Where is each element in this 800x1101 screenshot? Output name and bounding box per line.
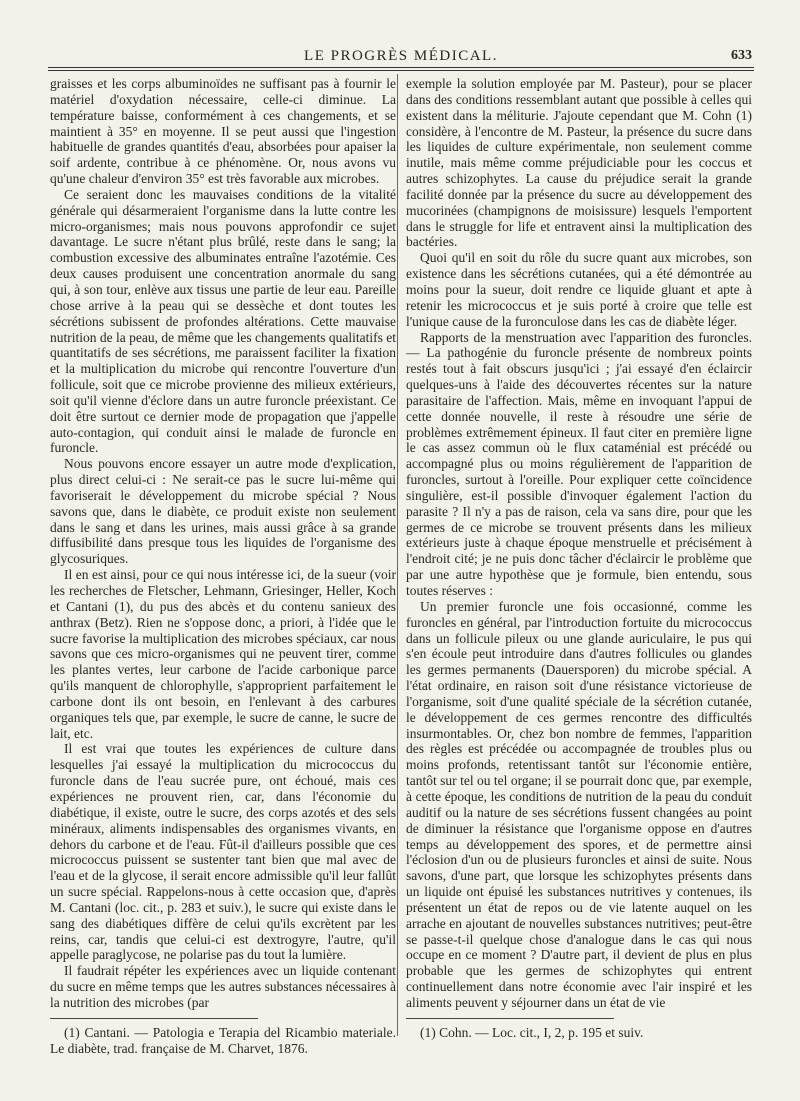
paragraph: Quoi qu'il en soit du rôle du sucre quant aux microbes, son existence dans les sécrétions cutanées, qui a été démontrée au moins pour la sueur, doit rendre ce liquide gluant et apte à retenir les micrococcus et je suis porté à croire que telle est l'unique cause de la furonculose dans les cas de diabète léger. xyxy=(406,250,752,329)
paragraph: graisses et les corps albuminoïdes ne suffisant pas à fournir le matériel d'oxydation nécessaire, celle-ci diminue. La température baisse, conformément à ces changements, et se maintient à 35° en moyenne. Il se peut aussi que l'ingestion habituelle de grandes quantités d'eau, absorbées pour apaiser la soif ardente, contribue à ce phénomène. Or, nous avons vu qu'une chaleur d'environ 35° est très favorable aux microbes. xyxy=(50,76,396,187)
running-title: LE PROGRÈS MÉDICAL. xyxy=(304,48,498,64)
page-header xyxy=(48,40,754,68)
paragraph: Un premier furoncle une fois occasionné, comme les furoncles en général, par l'introduction fortuite du micrococcus dans un follicule pileux ou une glande auriculaire, le pus qui s'en écoule peut introduire dans d'autres follicules ou glandes les germes permanents (Dauersporen) du microbe spécial. A l'état ordinaire, en raison soit d'une résistance victorieuse de l'organisme, soit d'une qualité spéciale de la sécrétion cutanée, le développement de ces germes rencontre des difficultés insurmontables. Or, chez bon nombre de femmes, l'apparition des règles est précédée ou accompagnée de troubles plus ou moins profonds, retentissant tantôt sur l'économie entière, tantôt sur tel ou tel organe; il se pourrait donc que, par exemple, à cette époque, les conditions de nutrition de la peau du conduit auditif ou la nature de ses sécrétions fussent changées au point de diminuer la résistance que l'organisme oppose en d'autres temps au développement des spores, et de permettre ainsi l'éclosion d'un ou de plusieurs furoncles et ainsi de suite. Nous savons, d'une part, que lorsque les schizophytes présents dans un liquide ont épuisé les substances nutritives y contenues, ils présentent un état de repos ou de vie latente auquel on les arrache en ajoutant de nouvelles substances nutritives; peut-être se passe-t-il quelque chose d'analogue dans le cas qui nous occupe en ce moment ? D'autre part, il devient de plus en plus probable que les germes de schizophytes qui entrent continuellement dans notre économie avec l'air inspiré et les aliments peuvent y séjourner dans un état de vie xyxy=(406,598,752,1010)
right-column xyxy=(406,76,752,1066)
paragraph: Nous pouvons encore essayer un autre mode d'explication, plus direct celui-ci : Ne serait-ce pas le sucre lui-même qui favoriserait le développement du microbe spécial ? Nous savons que, dans le diabète, ce produit existe non seulement dans le sang et dans les urines, mais aussi grâce à sa grande diffusibilité dans presque tous les liquides de l'organisme des glycosuriques. xyxy=(50,456,396,567)
header-rule-double xyxy=(48,70,754,71)
column-divider xyxy=(397,74,398,1036)
header-rule xyxy=(48,67,754,68)
footnote: (1) Cohn. — Loc. cit., I, 2, p. 195 et suiv. xyxy=(420,1024,644,1040)
footnote-rule xyxy=(50,1018,258,1019)
paragraph: Il en est ainsi, pour ce qui nous intéresse ici, de la sueur (voir les recherches de Fletscher, Lehmann, Griesinger, Heller, Koch et Cantani (1), du pus des abcès et du contenu sanieux des anthrax (Betz). Rien ne s'oppose donc, a priori, à l'idée que le sucre favorise la multiplication des microbes spéciaux, car nous savons que ces micro-organismes qui ne peuvent tirer, comme les plantes vertes, leur carbone de l'acide carbonique parce qu'ils manquent de chlorophylle, s'approprient parfaitement le carbone dont ils ont besoin, en l'enlevant à des carbures organiques tels que, par exemple, le sucre de canne, le sucre de lait, etc. xyxy=(50,567,396,741)
paragraph: Il est vrai que toutes les expériences de culture dans lesquelles j'ai essayé la multiplication du micrococcus du furoncle dans de l'eau sucrée pure, ont échoué, mais ces expériences ne prouvent rien, car, dans l'économie du diabétique, il existe, outre le sucre, des corps azotés et des sels minéraux, aliments indispensables des organismes vivants, en dehors du carbone et de l'eau. Fût-il d'ailleurs possible que ces micrococcus puissent se sustenter tant bien que mal avec de l'eau et de la glycose, il serait encore admissible qu'il leur fallût un sucre spécial. Rappelons-nous à cette occasion que, d'après M. Cantani (loc. cit., p. 283 et suiv.), le sucre qui existe dans le sang des diabétiques diffère de celui qu'ils excrètent par les reins, car, tandis que celui-ci est dextrogyre, l'autre, qu'il appelle paraglycose, ne polarise pas du tout la lumière. xyxy=(50,741,396,963)
paragraph: Ce seraient donc les mauvaises conditions de la vitalité générale qui désarmeraient l'organisme dans la lutte contre les micro-organismes; mais nous pouvons approfondir ce sujet davantage. Le sucre n'étant plus brûlé, reste dans le sang; la combustion excessive des albuminates entraîne l'azotémie. Ces deux causes produisent une concentration anormale du sang qui, à son tour, enlève aux tissus une partie de leur eau. Pareille chose arrive à la peau qui se dessèche et dont toutes les sécrétions subissent de profondes altérations. Cette mauvaise nutrition de la peau, de même que les changements qualitatifs et quantitatifs de ses sécrétions, me paraissent faciliter la fixation et la multiplication du microbe qui rencontre l'ouverture d'un follicule, soit que ce microbe provienne des milieux extérieurs, soit qu'il vienne d'éclore dans un autre furoncle préexistant. Ce doit être surtout ce dernier mode de propagation que j'appelle auto-contagion, qui conduit ainsi le malade de furoncle en furoncle. xyxy=(50,186,396,456)
paragraph: exemple la solution employée par M. Pasteur), pour se placer dans des conditions ressemblant autant que possible à celles qui existent dans la méliturie. J'ajoute cependant que M. Cohn (1) considère, à l'encontre de M. Pasteur, la présence du sucre dans les liquides de culture expérimentale, non seulement comme inutile, mais même comme préjudiciable pour les coccus et autres schizophytes. La cause du préjudice serait la grande facilité donnée par la présence du sucre au développement des mucorinées (champignons de moisissure) lesquels l'emportent dans le struggle for life et entravent ainsi la multiplication des bactéries. xyxy=(406,76,752,250)
page-number: 633 xyxy=(731,48,752,63)
left-column xyxy=(50,76,396,1066)
paragraph: Rapports de la menstruation avec l'apparition des furoncles. — La pathogénie du furoncle présente de nombreux points restés tout à fait obscurs jusqu'ici ; j'ai essayé d'en éclaircir quelques-uns à l'aide des découvertes récentes sur la nature parasitaire de l'affection. Mais, même en invoquant l'appui de cette donnée nouvelle, il reste à résoudre une série de problèmes extrêmement épineux. Il faut citer en première ligne le cas assez commun où le flux cataménial est précédé ou accompagné plus ou moins régulièrement de l'apparition de furoncles, surtout à l'oreille. Pour expliquer cette coïncidence singulière, est-il possible d'invoquer également l'action du parasite ? Il n'y a pas de raison, cela va sans dire, pour que les germes de ce microbe se trouvent présents dans les milieux extérieurs juste à chaque époque menstruelle et précisément à l'endroit cité; je ne puis donc tâcher d'éclaircir le problème que par une autre hypothèse que je formule, bien entendu, sous toutes réserves : xyxy=(406,329,752,598)
footnote-rule xyxy=(406,1018,614,1019)
footnote: (1) Cantani. — Patologia e Terapia del Ricambio materiale. Le diabète, trad. française de M. Charvet, 1876. xyxy=(50,1024,396,1056)
paragraph: Il faudrait répéter les expériences avec un liquide contenant du sucre en même temps que les autres substances nécessaires à la nutrition des microbes (par xyxy=(50,963,396,1010)
